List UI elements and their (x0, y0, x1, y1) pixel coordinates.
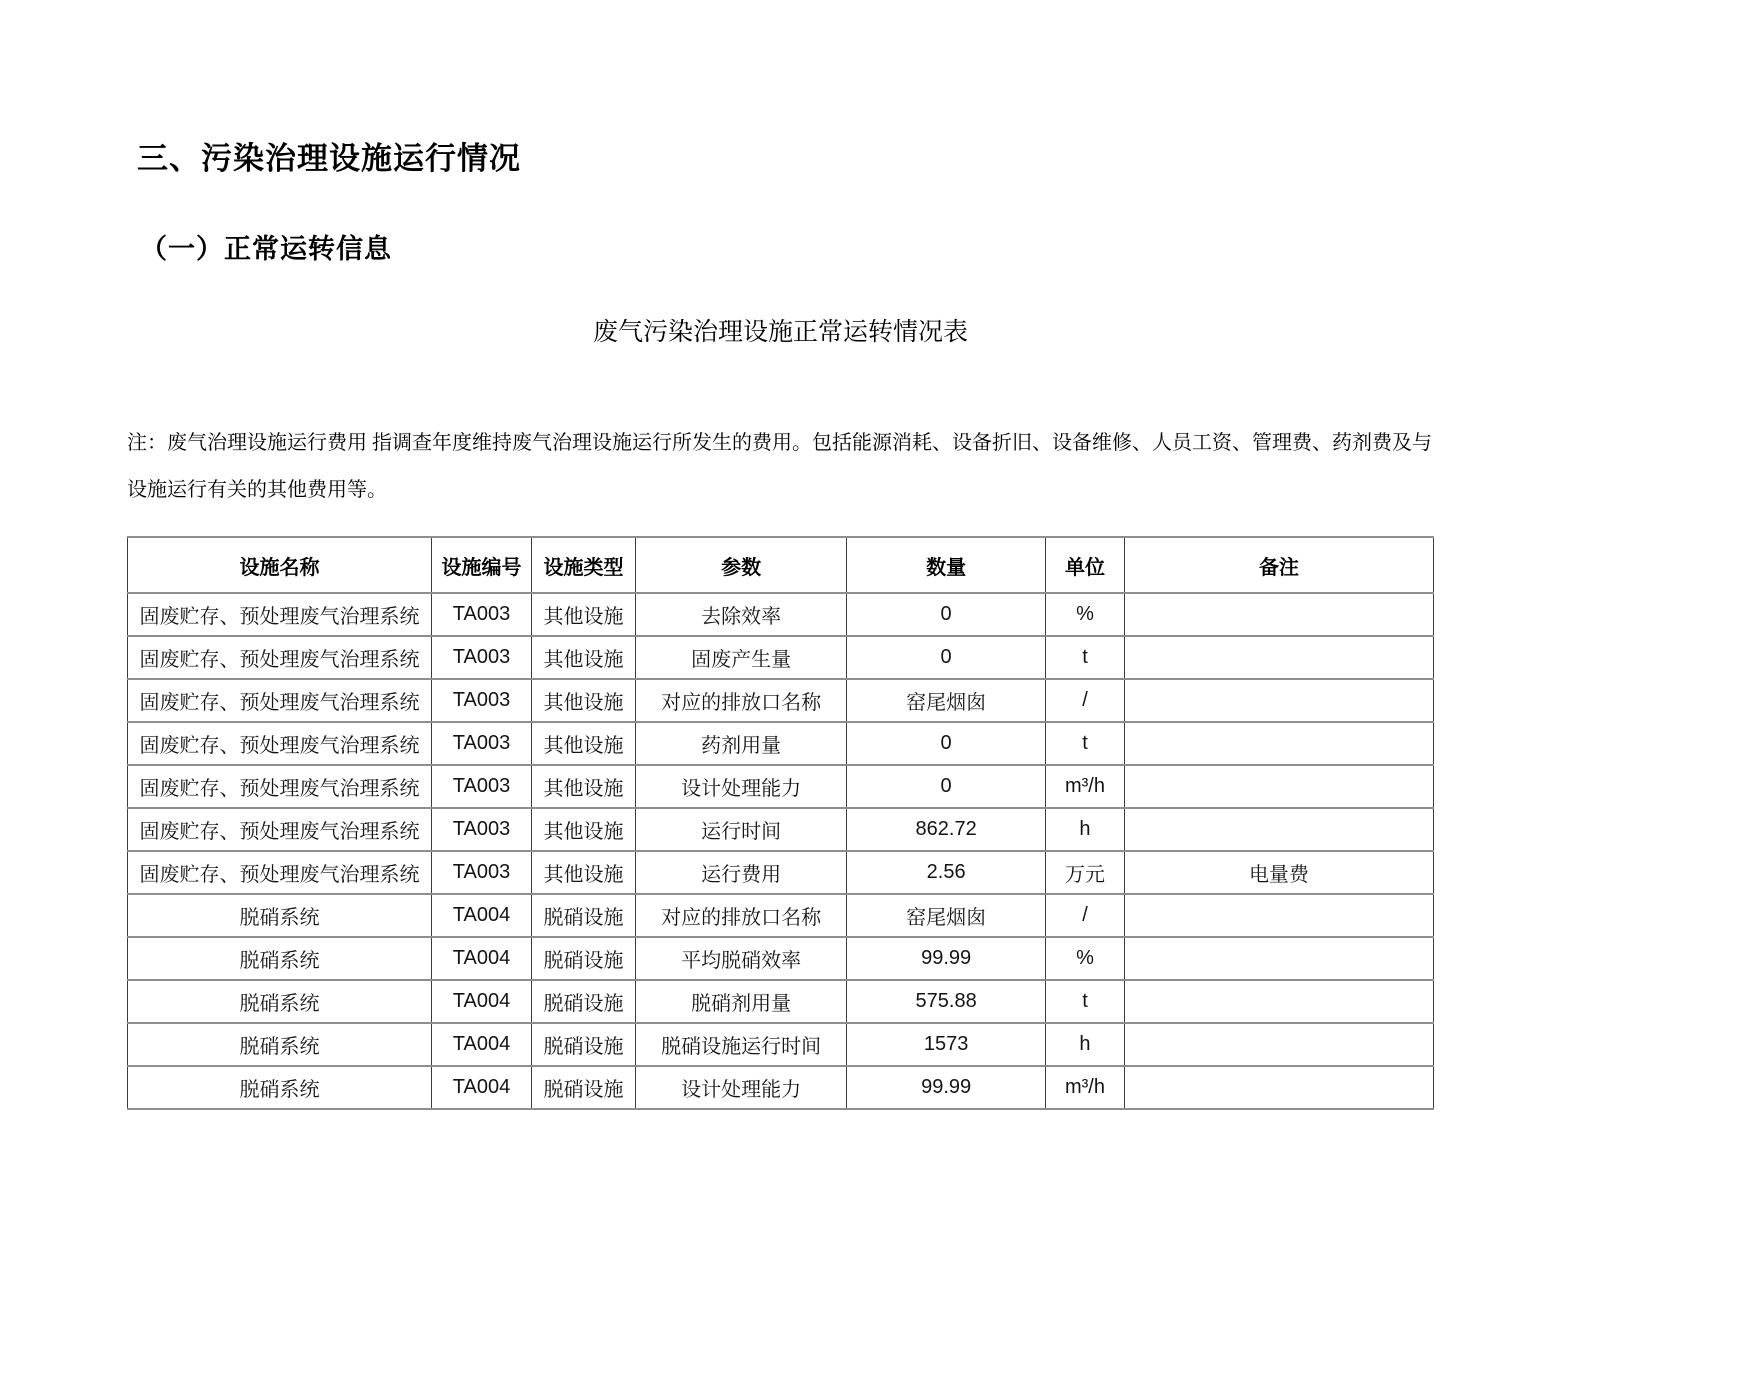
cell-parameter: 固废产生量 (636, 636, 847, 679)
cell-remark: 电量费 (1124, 851, 1433, 894)
cell-remark (1124, 593, 1433, 636)
cell-parameter: 运行费用 (636, 851, 847, 894)
cell-quantity: 99.99 (847, 937, 1046, 980)
cell-facility-name: 固废贮存、预处理废气治理系统 (128, 636, 432, 679)
cell-facility-code: TA003 (432, 636, 532, 679)
note-line-1: 注：废气治理设施运行费用 指调查年度维持废气治理设施运行所发生的费用。包括能源消耗、设备折旧、设备维修、人员工资、管理费、药剂费及与 (127, 432, 1432, 454)
cell-unit: t (1046, 980, 1125, 1023)
cell-facility-type: 其他设施 (532, 722, 636, 765)
cell-facility-code: TA004 (432, 937, 532, 980)
table-row (128, 808, 1434, 851)
cell-parameter: 脱硝剂用量 (636, 980, 847, 1023)
cell-remark (1124, 1023, 1433, 1066)
cell-quantity: 575.88 (847, 980, 1046, 1023)
subsection-heading: （一）正常运转信息 (140, 234, 392, 264)
cell-facility-type: 脱硝设施 (532, 980, 636, 1023)
cell-facility-code: TA003 (432, 593, 532, 636)
cell-facility-type: 脱硝设施 (532, 894, 636, 937)
cell-parameter: 平均脱硝效率 (636, 937, 847, 980)
cell-quantity: 窑尾烟囱 (847, 894, 1046, 937)
cell-facility-type: 脱硝设施 (532, 1023, 636, 1066)
cell-quantity: 99.99 (847, 1066, 1046, 1109)
cell-facility-type: 其他设施 (532, 679, 636, 722)
cell-unit: 万元 (1046, 851, 1125, 894)
cell-facility-type: 其他设施 (532, 765, 636, 808)
table-header-row (128, 537, 1434, 593)
header-facility-code: 设施编号 (432, 537, 532, 593)
cell-facility-name: 脱硝系统 (128, 937, 432, 980)
cell-remark (1124, 722, 1433, 765)
table-body (128, 593, 1434, 1109)
table-row (128, 894, 1434, 937)
cell-parameter: 设计处理能力 (636, 765, 847, 808)
cell-unit: t (1046, 636, 1125, 679)
cell-unit: / (1046, 894, 1125, 937)
cell-facility-code: TA004 (432, 1023, 532, 1066)
table-row (128, 636, 1434, 679)
cell-facility-type: 脱硝设施 (532, 937, 636, 980)
cell-parameter: 运行时间 (636, 808, 847, 851)
cell-quantity: 2.56 (847, 851, 1046, 894)
table-row (128, 593, 1434, 636)
cell-facility-code: TA004 (432, 1066, 532, 1109)
note-line-2: 设施运行有关的其他费用等。 (127, 479, 387, 501)
cell-facility-type: 其他设施 (532, 636, 636, 679)
cell-facility-name: 固废贮存、预处理废气治理系统 (128, 765, 432, 808)
header-facility-name: 设施名称 (128, 537, 432, 593)
cell-unit: h (1046, 808, 1125, 851)
cell-unit: h (1046, 1023, 1125, 1066)
cell-remark (1124, 808, 1433, 851)
header-parameter: 参数 (636, 537, 847, 593)
document-page (0, 133, 1754, 1373)
facility-operation-table (127, 536, 1434, 1110)
header-unit: 单位 (1046, 537, 1125, 593)
table-row (128, 537, 1434, 593)
content-area (127, 312, 1434, 1110)
cell-remark (1124, 980, 1433, 1023)
cell-facility-type: 脱硝设施 (532, 1066, 636, 1109)
table-row (128, 980, 1434, 1023)
cell-facility-name: 脱硝系统 (128, 1066, 432, 1109)
cell-facility-code: TA004 (432, 980, 532, 1023)
table-row (128, 679, 1434, 722)
cell-parameter: 对应的排放口名称 (636, 679, 847, 722)
cell-quantity: 窑尾烟囱 (847, 679, 1046, 722)
table-row (128, 765, 1434, 808)
cell-facility-type: 其他设施 (532, 808, 636, 851)
cell-unit: / (1046, 679, 1125, 722)
cell-facility-code: TA004 (432, 894, 532, 937)
cell-parameter: 去除效率 (636, 593, 847, 636)
cell-quantity: 0 (847, 636, 1046, 679)
cell-facility-code: TA003 (432, 722, 532, 765)
table-row (128, 937, 1434, 980)
cell-parameter: 对应的排放口名称 (636, 894, 847, 937)
cell-facility-name: 固废贮存、预处理废气治理系统 (128, 808, 432, 851)
header-remark: 备注 (1124, 537, 1433, 593)
cell-remark (1124, 937, 1433, 980)
cell-facility-name: 脱硝系统 (128, 980, 432, 1023)
cell-facility-code: TA003 (432, 765, 532, 808)
cell-parameter: 药剂用量 (636, 722, 847, 765)
cell-quantity: 1573 (847, 1023, 1046, 1066)
cell-unit: m³/h (1046, 765, 1125, 808)
cell-facility-name: 固废贮存、预处理废气治理系统 (128, 851, 432, 894)
cell-remark (1124, 636, 1433, 679)
cell-facility-code: TA003 (432, 851, 532, 894)
cell-unit: m³/h (1046, 1066, 1125, 1109)
cell-facility-name: 固废贮存、预处理废气治理系统 (128, 593, 432, 636)
cell-facility-name: 脱硝系统 (128, 1023, 432, 1066)
table-row (128, 1023, 1434, 1066)
table-title: 废气污染治理设施正常运转情况表 (592, 319, 968, 346)
cell-facility-name: 脱硝系统 (128, 894, 432, 937)
cell-parameter: 设计处理能力 (636, 1066, 847, 1109)
cell-facility-type: 其他设施 (532, 593, 636, 636)
cell-unit: % (1046, 937, 1125, 980)
section-heading: 三、污染治理设施运行情况 (137, 141, 521, 176)
cell-facility-code: TA003 (432, 808, 532, 851)
cell-remark (1124, 765, 1433, 808)
cell-remark (1124, 679, 1433, 722)
table-row (128, 1066, 1434, 1109)
cell-quantity: 0 (847, 593, 1046, 636)
cell-quantity: 0 (847, 765, 1046, 808)
cell-facility-name: 固废贮存、预处理废气治理系统 (128, 722, 432, 765)
cell-facility-code: TA003 (432, 679, 532, 722)
cell-remark (1124, 894, 1433, 937)
cell-facility-type: 其他设施 (532, 851, 636, 894)
cell-remark (1124, 1066, 1433, 1109)
cell-parameter: 脱硝设施运行时间 (636, 1023, 847, 1066)
note-block (127, 420, 1434, 514)
header-facility-type: 设施类型 (532, 537, 636, 593)
cell-quantity: 0 (847, 722, 1046, 765)
table-row (128, 851, 1434, 894)
cell-unit: t (1046, 722, 1125, 765)
header-quantity: 数量 (847, 537, 1046, 593)
table-row (128, 722, 1434, 765)
cell-facility-name: 固废贮存、预处理废气治理系统 (128, 679, 432, 722)
cell-quantity: 862.72 (847, 808, 1046, 851)
cell-unit: % (1046, 593, 1125, 636)
